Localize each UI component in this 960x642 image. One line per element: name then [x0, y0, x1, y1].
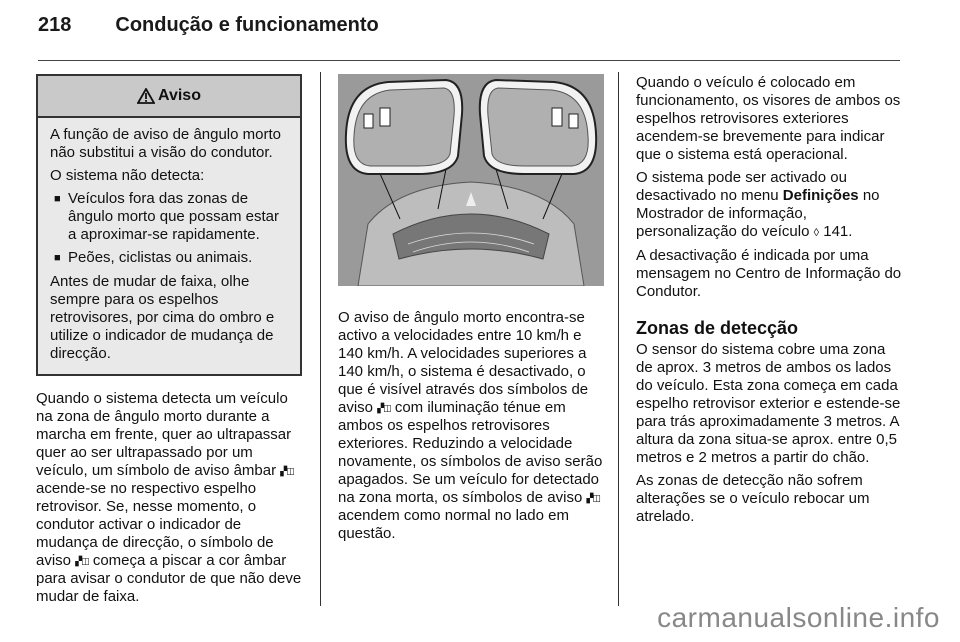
blind-spot-warning-icon: ▞◫ [280, 466, 294, 476]
column-right [636, 74, 902, 531]
blind-spot-warning-icon: ▞◫ [75, 556, 89, 566]
warning-box [36, 74, 302, 376]
text-run: com iluminação ténue em ambos os espelhos retrovisores exteriores. Reduzindo a velocidade novamente, os símbolos de aviso serão apagados. Se um veículo for detectado na zona morta, os símbolos de aviso [338, 399, 603, 506]
watermark: carmanualsonline.info [657, 602, 940, 633]
blind-spot-warning-icon: ▞◫ [586, 493, 600, 503]
page-reference-icon: ◊ [813, 227, 820, 239]
page-reference[interactable]: 141. [823, 223, 853, 240]
bullet-item: ■ Peões, ciclistas ou animais. [50, 249, 290, 267]
mirror-illustration [338, 74, 604, 286]
chapter-title: Condução e funcionamento [115, 14, 379, 36]
column-divider-left [320, 72, 321, 606]
warning-header [38, 76, 300, 118]
body-paragraph [636, 169, 902, 242]
warning-paragraph: O sistema não detecta: [50, 167, 205, 184]
column-left [36, 74, 302, 611]
section-heading: Zonas de detecção [636, 318, 799, 338]
warning-triangle-icon [137, 88, 155, 104]
warning-title: Aviso [158, 87, 201, 104]
warning-body [38, 118, 300, 374]
header-rule [38, 60, 900, 61]
text-run: Quando o sistema detecta um veículo na zona de ângulo morto durante a marcha em frente, quer ao ultrapassar quer ao ser ultrapassado por um veículo, um símbolo de aviso âmbar [36, 390, 292, 479]
body-paragraph: O sensor do sistema cobre uma zona de aprox. 3 metros de ambos os lados do veículo. Esta zona começa em cada espelho retrovisor exterior e estende-se para trás aproximadamente 3 metros. A altura da zona situa-se aprox. entre 0,5 metros e 2 metros a partir do chão. [636, 341, 901, 466]
warning-bullet-list [50, 190, 290, 267]
page-header [38, 14, 379, 37]
text-run: O aviso de ângulo morto encontra-se activo a velocidades entre 10 km/h e 140 km/h. A velocidades superiores a 140 km/h, o sistema é desactivado, o que é visível através dos símbolos de aviso [338, 309, 589, 416]
warning-paragraph: A função de aviso de ângulo morto não substitui a visão do condutor. [50, 126, 281, 161]
text-run: O sistema pode ser activado ou desactivado no menu [636, 169, 847, 204]
blind-spot-warning-icon: ▞◫ [377, 403, 391, 413]
body-paragraph: Quando o veículo é colocado em funcionamento, os visores de ambos os espelhos retrovisores exteriores acendem-se brevemente para indicar que o sistema está operacional. [636, 74, 901, 163]
column-divider-right [618, 72, 619, 606]
warning-paragraph: Antes de mudar de faixa, olhe sempre para os espelhos retrovisores, por cima do ombro e utilize o indicador de mudança de direcção. [50, 273, 275, 362]
body-paragraph [36, 390, 302, 606]
text-run: acende-se no respectivo espelho retrovisor. Se, nesse momento, o condutor activar o indicador de mudança de direcção, o símbolo de aviso [36, 480, 274, 569]
bullet-item: ■ Veículos fora das zonas de ângulo morto que possam estar a aproximar-se rapidamente. [50, 190, 290, 244]
body-paragraph [338, 309, 604, 543]
text-run: começa a piscar a cor âmbar para avisar o condutor de que não deve mudar de faixa. [36, 552, 302, 605]
column-middle [338, 74, 604, 548]
body-paragraph: As zonas de detecção não sofrem alterações se o veículo rebocar um atrelado. [636, 472, 870, 525]
text-run: acendem como normal no lado em questão. [338, 507, 569, 542]
menu-name: Definições [782, 187, 859, 204]
body-paragraph: A desactivação é indicada por uma mensagem no Centro de Informação do Condutor. [636, 247, 902, 300]
text-run: no Mostrador de informação, personalização do veículo [636, 187, 880, 240]
page-number: 218 [38, 14, 72, 36]
